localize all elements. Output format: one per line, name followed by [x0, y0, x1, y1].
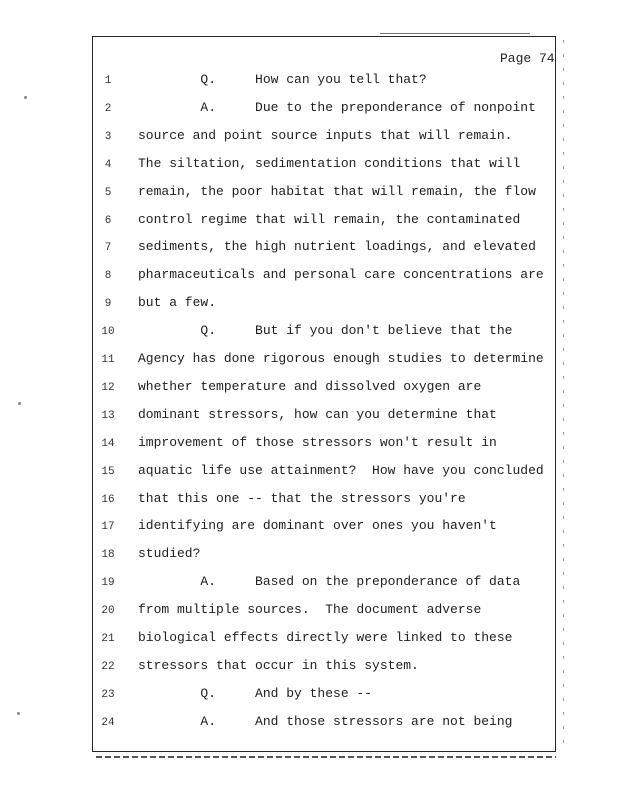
transcript-line [0, 379, 618, 399]
line-text: The siltation, sedimentation conditions that will [138, 155, 521, 171]
transcript-line [0, 295, 618, 315]
line-number: 1 [104, 75, 112, 87]
line-number: 22 [101, 660, 115, 673]
line-text: sediments, the high nutrient loadings, and elevated [138, 239, 536, 255]
line-number: 2 [104, 102, 112, 115]
transcript-line [0, 351, 618, 371]
line-number: 18 [101, 549, 115, 562]
transcript-line [0, 714, 618, 734]
line-number: 17 [101, 521, 115, 534]
transcript-line [0, 658, 618, 678]
line-text: dominant stressors, how can you determine that [138, 406, 497, 422]
transcript-line [0, 518, 618, 538]
line-number: 5 [104, 186, 112, 199]
scan-edge-bottom [96, 756, 556, 758]
transcript-line [0, 156, 618, 176]
line-text: source and point source inputs that will remain. [138, 127, 513, 143]
transcript-line [0, 212, 618, 232]
line-number: 13 [101, 409, 115, 422]
line-number: 21 [101, 633, 115, 645]
line-text: A. Due to the preponderance of nonpoint [138, 99, 536, 115]
line-text: A. And those stressors are not being [138, 713, 513, 729]
line-number: 6 [104, 214, 112, 227]
line-text: Q. But if you don't believe that the [138, 323, 513, 339]
line-text: that this one -- that the stressors you're [138, 490, 466, 506]
line-text: biological effects directly were linked to these [138, 630, 513, 645]
transcript-line [0, 184, 618, 204]
transcript-line [0, 239, 618, 259]
line-text: improvement of those stressors won't result in [138, 434, 497, 450]
line-number: 4 [104, 158, 112, 171]
transcript-line [0, 72, 618, 92]
line-text: pharmaceuticals and personal care concentrations are [138, 267, 544, 283]
transcript-line [0, 435, 618, 455]
transcript-line [0, 100, 618, 120]
line-number: 8 [104, 270, 112, 283]
line-text: remain, the poor habitat that will remain, the flow [138, 183, 536, 199]
transcript-line [0, 574, 618, 594]
line-text: but a few. [138, 295, 217, 311]
transcript-line [0, 463, 618, 483]
line-text: from multiple sources. The document adverse [138, 602, 482, 618]
line-text: aquatic life use attainment? How have you concluded [138, 462, 544, 478]
line-text: studied? [138, 546, 201, 562]
transcript-line [0, 128, 618, 148]
scan-speck [18, 402, 21, 405]
line-text: Agency has done rigorous enough studies to determine [138, 351, 544, 366]
line-text: A. Based on the preponderance of data [138, 574, 521, 590]
line-text: identifying are dominant over ones you haven't [138, 518, 497, 534]
line-number: 16 [101, 493, 115, 506]
line-number: 11 [101, 354, 115, 366]
line-number: 24 [101, 716, 115, 729]
transcript-line [0, 630, 618, 650]
transcript-line [0, 686, 618, 706]
line-text: Q. How can you tell that? [138, 72, 427, 87]
line-number: 12 [101, 381, 115, 394]
transcript-line [0, 323, 618, 343]
page-number: Page 74 [500, 51, 555, 66]
line-number: 10 [101, 326, 115, 339]
scan-speck [24, 96, 27, 99]
transcript-line [0, 602, 618, 622]
line-number: 19 [101, 577, 115, 590]
line-number: 23 [101, 688, 115, 701]
transcript-line [0, 491, 618, 511]
line-number: 3 [104, 130, 112, 143]
line-text: stressors that occur in this system. [138, 657, 419, 673]
line-text: Q. And by these -- [138, 685, 373, 701]
line-number: 14 [101, 437, 115, 450]
line-text: whether temperature and dissolved oxygen are [138, 378, 482, 394]
line-number: 9 [104, 298, 112, 311]
transcript-line [0, 267, 618, 287]
scan-edge-top [380, 33, 530, 34]
line-number: 20 [101, 605, 115, 618]
line-text: control regime that will remain, the contaminated [138, 211, 521, 227]
transcript-line [0, 407, 618, 427]
transcript-line [0, 546, 618, 566]
line-number: 7 [104, 242, 112, 255]
line-number: 15 [101, 465, 115, 478]
